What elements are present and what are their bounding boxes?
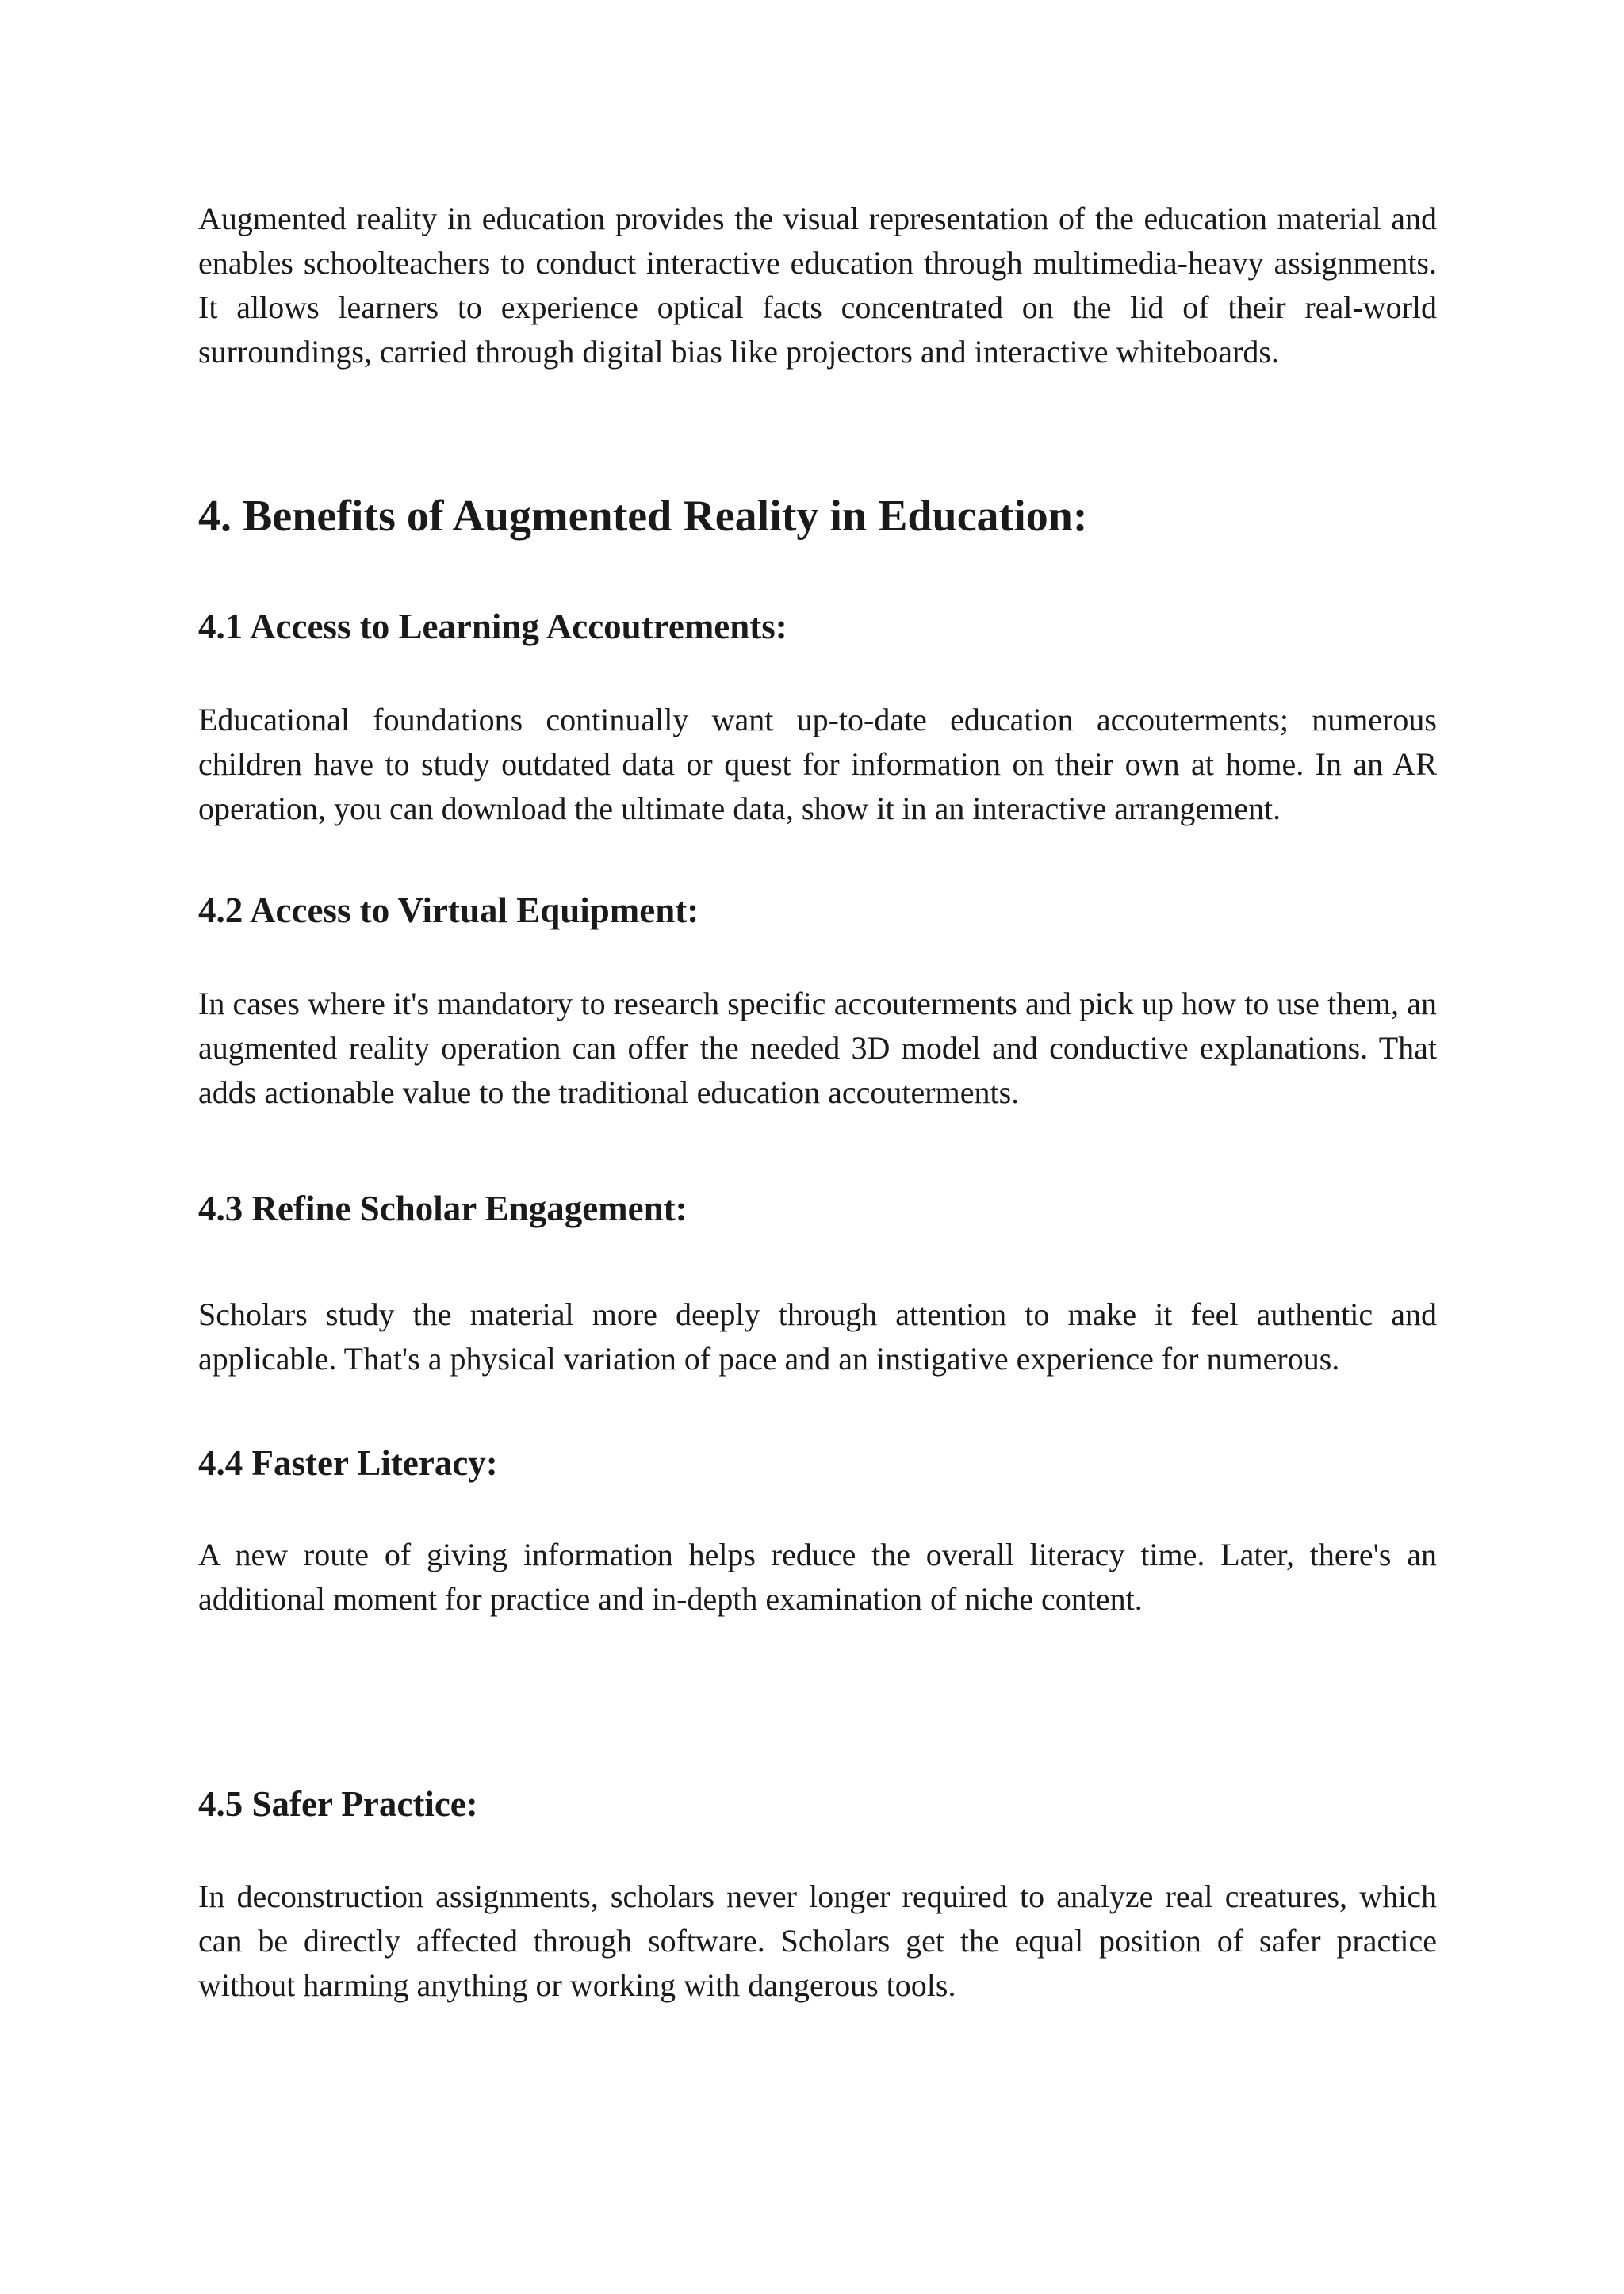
subsection-paragraph: A new route of giving information helps reduce the overall literacy time. Later, there's an additional moment for practice and in-depth examination of niche content.	[198, 1537, 1437, 1617]
subsection-paragraph: In deconstruction assignments, scholars never longer required to analyze real creatures, which can be directly affected through software. Scholars get the equal position of safer practice without harming anything or working with dangerous tools.	[198, 1878, 1437, 2003]
intro-paragraph: Augmented reality in education provides the visual representation of the education material and enables schoolteachers to conduct interactive education through multimedia-heavy assignments. It allows learners to experience optical facts concentrated on the lid of their real-world surroundings, carried through digital bias like projectors and interactive whiteboards.	[198, 201, 1437, 370]
subsection-heading: 4.1 Access to Learning Accoutrements:	[198, 607, 787, 646]
section-heading: 4. Benefits of Augmented Reality in Education:	[198, 492, 1088, 541]
subsection-paragraph: Educational foundations continually want up-to-date education accouterments; numerous children have to study outdated data or quest for information on their own at home. In an AR operation, you can download the ultimate data, show it in an interactive arrangement.	[198, 702, 1437, 826]
subsection-paragraph: In cases where it's mandatory to research specific accouterments and pick up how to use them, an augmented reality operation can offer the needed 3D model and conductive explanations. That adds actionable value to the traditional education accouterments.	[198, 986, 1437, 1110]
subsection-heading: 4.5 Safer Practice:	[198, 1784, 478, 1824]
subsection-heading: 4.4 Faster Literacy:	[198, 1443, 498, 1483]
subsection-heading: 4.3 Refine Scholar Engagement:	[198, 1189, 688, 1228]
subsection-heading: 4.2 Access to Virtual Equipment:	[198, 890, 699, 930]
subsection-paragraph: Scholars study the material more deeply through attention to make it feel authentic and applicable. That's a physical variation of pace and an instigative experience for numerous.	[198, 1296, 1437, 1377]
